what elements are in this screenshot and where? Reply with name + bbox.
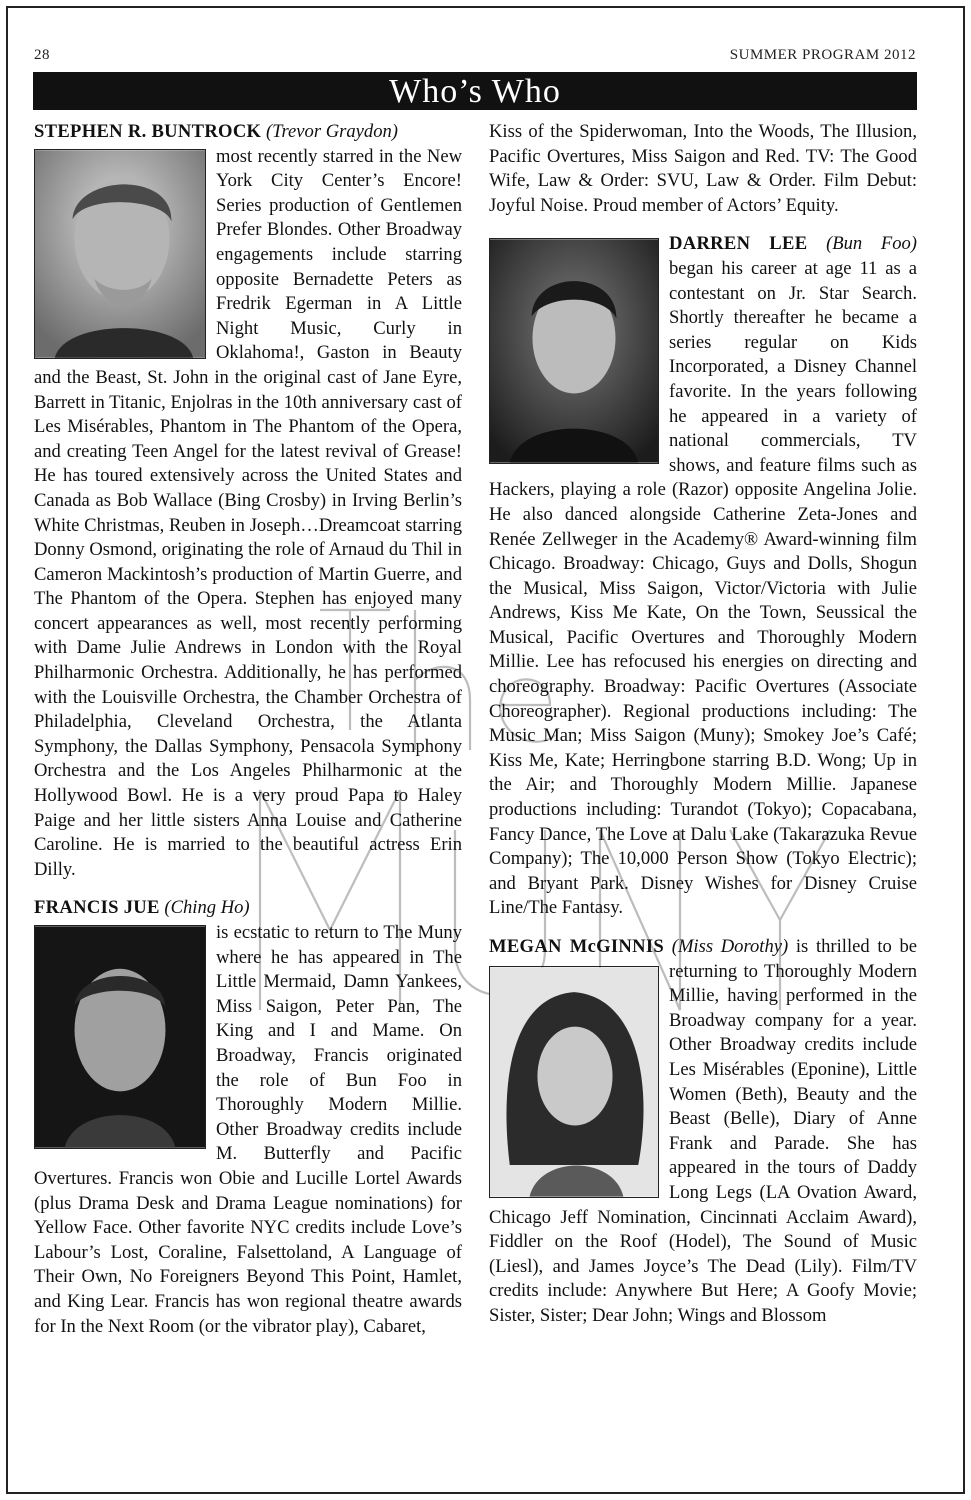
bio-role: (Bun Foo): [826, 233, 917, 255]
bio-francis-jue: [34, 896, 462, 1339]
portrait-image: [35, 926, 205, 1148]
bio-text-continued: Kiss of the Spiderwoman, Into the Woods, The Illusion, Pacific Overtures, Miss Saigon and Red. TV: The Good Wife, Law & Order: SVU, Law & Order. Film Debut: Joyful Noise. Proud member of Actors’ Equity.: [489, 121, 917, 216]
bio-megan-mcginnis: [489, 935, 917, 1329]
bio-intro-line: [34, 896, 462, 921]
section-title: Who’s Who: [389, 73, 561, 110]
bio-role: (Ching Ho): [164, 897, 250, 919]
bio-francis-jue-continued: [489, 120, 917, 218]
bio-intro-line: [34, 120, 462, 145]
left-column: [34, 120, 462, 1353]
bio-text: most recently starred in the New York City Center’s Encore! Series production of Gentlemen Prefer Blondes. Other Broadway engagements include starring opposite Bernadette Peters as Fredrik Egerman in A Little Night Music, Curly in Oklahoma!, Gaston in Beauty and the Beast, St. John in the original cast of Jane Eyre, Barrett in Titanic, Enjolras in the 10th anniversary cast of Les Misérables, Phantom in The Phantom of the Opera, and creating Teen Angel for the latest revival of Grease! He has toured extensively across the United States and Canada as Bob Wallace (Bing Crosby) in Irving Berlin’s White Christmas, Reuben in Joseph…Dreamcoat starring Donny Osmond, originating the role of Arnaud du Thil in Cameron Mackintosh’s production of Martin Guerre, and The Phantom of the Opera. Stephen has enjoyed many concert appearances as well, most recently performing with Dame Julie Andrews in London with the Royal Philharmonic Orchestra. Additionally, he has performed with the Louisville Orchestra, the Chamber Orchestra of Philadelphia, Cleveland Orchestra, the Atlanta Symphony, the Dallas Symphony, Pensacola Symphony Orchestra and the Los Angeles Philharmonic at the Hollywood Bowl. He is a very proud Papa to Haley Paige and her little sisters Anna Louise and Catherine Caroline. He is married to the beautiful actress Erin Dilly.: [34, 145, 462, 880]
bio-text: is ecstatic to return to The Muny where he has appeared in The Little Mermaid, Damn Yankees, Miss Saigon, Peter Pan, The King and I and Mame. On Broadway, Francis originated the role of Bun Foo in Thoroughly Modern Millie. Other Broadway credits include M. Butterfly and Pacific Overtures. Francis won Obie and Lucille Lortel Awards (plus Drama Desk and Drama League nominations) for Yellow Face. Other favorite NYC credits include Love’s Labour’s Lost, Coraline, Falsettoland, A Language of Their Own, No Foreigners Beyond This Point, Hamlet, and King Lear. Francis has won regional theatre awards for In the Next Room (or the vibrator play), Cabaret,: [34, 922, 462, 1337]
bio-role: (Trevor Graydon): [265, 121, 399, 142]
bio-text: began his career at age 11 as a contestant on Jr. Star Search. Shortly thereafter he became a series regular on Kids Incorporated, a Disney Channel favorite. In the years following he appeared in a variety of national commercials, TV shows, and feature films such as Hackers, playing a role (Razor) opposite Angelina Jolie. He also danced alongside Catherine Zeta-Jones and Renée Zellweger in the Academy® Award-winning film Chicago. Broadway: Chicago, Guys and Dolls, Shogun the Musical, Miss Saigon, Victor/Victoria with Julie Andrews, Kiss Me Kate, On the Town, Seussical the Musical, Pacific Overtures and Thoroughly Modern Millie. Lee has refocused his energies on directing and choreography. Broadway: Pacific Overtures (Associate Choreographer). Regional productions including: The Music Man; Miss Saigon (Muny); Smokey Joe’s Café; Kiss Me, Kate; Herringbone starring B.D. Wong; Up in the Air; and Thoroughly Modern Millie. Japanese productions including: Turandot (Tokyo); Copacabana, Fancy Dance, The Love at Dalu Lake (Takarazuka Revue Company); The 10,000 Person Show (Tokyo Electric); and Bryant Park. Disney Wishes for Disney Cruise Line/The Fantasy.: [489, 257, 917, 919]
bio-name: FRANCIS JUE: [34, 897, 160, 919]
page-number: 28: [34, 47, 50, 63]
headshot-megan-mcginnis: [489, 966, 659, 1198]
program-title: SUMMER PROGRAM 2012: [729, 47, 916, 63]
bio-name: DARREN LEE: [669, 233, 808, 255]
headshot-francis-jue: [34, 925, 206, 1149]
bio-stephen-buntrock: [34, 120, 462, 882]
bio-role: (Miss Dorothy): [671, 936, 789, 957]
portrait-image: [35, 150, 205, 358]
headshot-stephen-buntrock: [34, 149, 206, 359]
bio-darren-lee: [489, 232, 917, 921]
headshot-darren-lee: [489, 238, 659, 464]
right-column: [489, 120, 917, 1343]
bio-intro-line: [669, 233, 917, 254]
bio-intro-line: [489, 936, 796, 957]
portrait-image: [490, 967, 658, 1197]
bio-name: MEGAN McGINNIS: [489, 936, 665, 957]
bio-name: STEPHEN R. BUNTROCK: [34, 121, 262, 142]
bio-text: is thrilled to be returning to Thoroughly Modern Millie, having performed in the Broadway company for a year. Other Broadway credits include Les Misérables (Eponine), Little Women (Beth), Beauty and the Beast (Belle), Diary of Anne Frank and Parade. She has appeared in the tours of Daddy Long Legs (LA Ovation Award, Chicago Jeff Nomination, Cincinnati Acclaim Award), Fiddler on the Roof (Hodel), The Sound of Music (Liesl), and James Joyce’s The Dead (Lily). Film/TV credits include: Anywhere But Here; A Goofy Movie; Sister, Sister; Dear John; Wings and Blossom: [489, 936, 917, 1326]
section-title-band: [33, 72, 917, 110]
portrait-image: [490, 239, 658, 463]
